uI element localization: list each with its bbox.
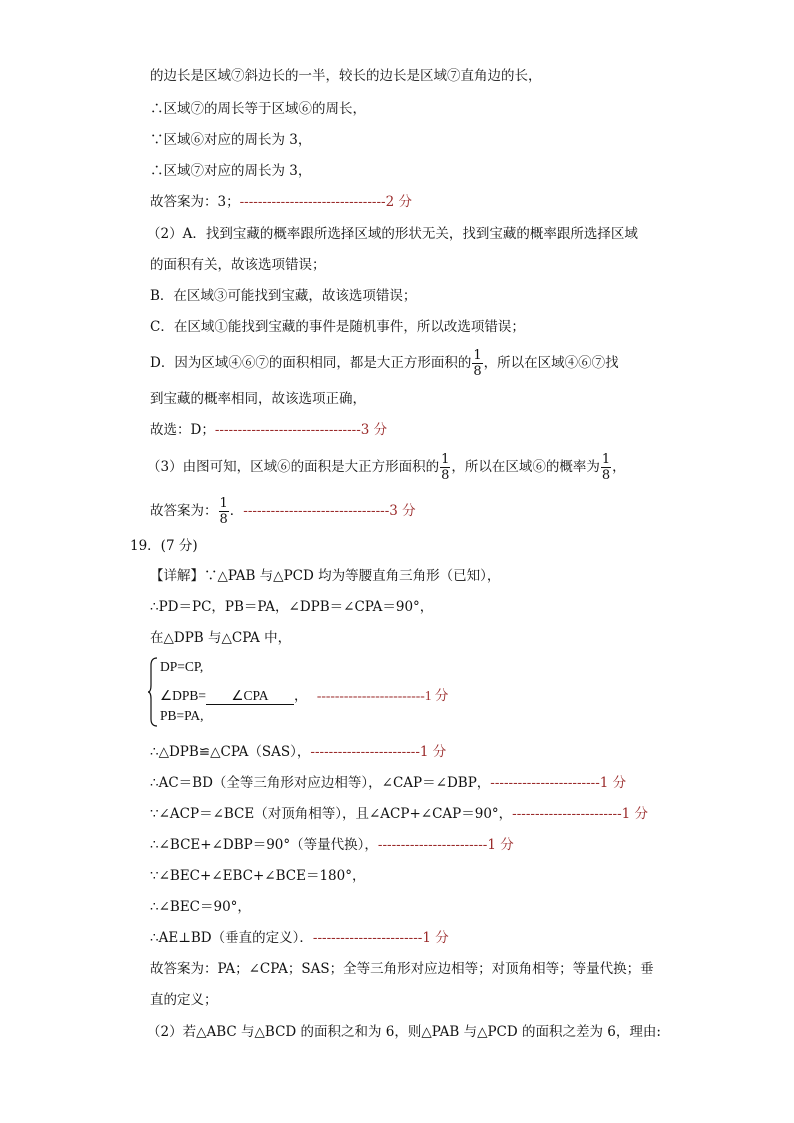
fraction-denominator: 8: [441, 468, 450, 483]
text-line: [150, 928, 449, 948]
equation-system: [147, 655, 547, 727]
punctuation: ．: [229, 503, 244, 519]
punctuation: ，: [612, 459, 626, 475]
text-line: B．在区域③可能找到宝藏，故该选项错误；: [150, 288, 417, 304]
fraction: [440, 452, 450, 483]
score-marker: ------------------------1 分: [377, 837, 514, 853]
fraction: [601, 452, 611, 483]
text-line: （2）A．找到宝藏的概率跟所选择区域的形状无关，找到宝藏的概率跟所选择区域: [147, 226, 638, 242]
proof-step: ∴AE⊥BD（垂直的定义）．: [150, 930, 313, 946]
answer-text: 故答案为：3；: [150, 194, 240, 210]
text-line: [150, 835, 514, 855]
fraction: [472, 348, 482, 379]
system-row: DP=CP,: [160, 659, 204, 674]
text-line: ∵区域⑥对应的周长为 3，: [150, 132, 312, 148]
text-line: （2）若△ABC 与△BCD 的面积之和为 6，则△PAB 与△PCD 的面积之差为 6，理由:: [147, 1024, 661, 1040]
proof-step: ∵∠ACP＝∠BCE（对顶角相等），且∠ACP+∠CAP＝90°，: [150, 806, 513, 822]
text-line: ∵∠BEC+∠EBC+∠BCE＝180°，: [150, 868, 366, 884]
option-d-text: D．因为区域④⑥⑦的面积相同，都是大正方形面积的: [150, 355, 472, 371]
proof-step: ∴AC＝BD（全等三角形对应边相等），∠CAP＝∠DBP，: [150, 775, 491, 791]
text-line: [147, 452, 626, 483]
text-line: [150, 420, 387, 440]
fraction-numerator: 1: [441, 452, 450, 467]
punctuation: ，: [293, 688, 308, 703]
score-marker: ------------------------1 分: [312, 930, 449, 946]
text-line: ∴区域⑦的周长等于区域⑥的周长，: [150, 101, 366, 117]
text-line: ∴PD＝PC，PB＝PA，∠DPB＝∠CPA＝90°，: [150, 599, 434, 615]
text-line: 【详解】∵△PAB 与△PCD 均为等腰直角三角形（已知），: [150, 568, 501, 584]
answer-text: 故答案为：: [150, 503, 218, 519]
fraction-numerator: 1: [473, 348, 482, 363]
text-line: 在△DPB 与△CPA 中，: [150, 630, 292, 646]
fraction-numerator: 1: [601, 452, 611, 467]
part3-text: （3）由图可知，区域⑥的面积是大正方形面积的: [147, 459, 440, 475]
text-line: 直的定义；: [150, 992, 218, 1008]
text-line: [150, 496, 416, 527]
answer-text: 故选：D；: [150, 422, 215, 438]
text-line: 故答案为：PA；∠CPA；SAS；全等三角形对应边相等；对顶角相等；等量代换；垂: [150, 961, 654, 977]
fraction-denominator: 8: [601, 468, 611, 483]
score-marker: --------------------------------2 分: [239, 194, 412, 210]
proof-step: ∴∠BCE+∠DBP＝90°（等量代换），: [150, 837, 378, 853]
fraction-numerator: 1: [219, 496, 228, 511]
system-row: [160, 684, 448, 705]
score-marker: ------------------------1 分: [512, 806, 649, 822]
system-row: PB=PA,: [160, 708, 204, 723]
score-marker: --------------------------------3 分: [243, 503, 416, 519]
text-line: 到宝藏的概率相同，故该选项正确，: [150, 391, 366, 407]
score-marker: ------------------------1 分: [310, 744, 447, 760]
score-marker: --------------------------------3 分: [214, 422, 388, 438]
system-row-text: ∠DPB=: [160, 688, 206, 703]
fraction-denominator: 8: [473, 364, 482, 379]
question-number: 19．(7 分): [130, 538, 198, 554]
proof-step: ∴△DPB≌△CPA（SAS），: [150, 744, 311, 760]
left-brace-icon: [147, 657, 159, 727]
score-marker: ------------------------1 分: [490, 775, 627, 791]
text-line: [150, 773, 626, 793]
part3-text-cont: ，所以在区域⑥的概率为: [451, 459, 600, 475]
text-line: [150, 742, 446, 762]
option-d-text-cont: ，所以在区域④⑥⑦找: [483, 355, 619, 371]
text-line: ∴区域⑦对应的周长为 3，: [150, 163, 312, 179]
text-line: [150, 804, 648, 824]
text-line: [150, 192, 412, 212]
fill-blank: ∠CPA: [206, 688, 294, 705]
text-line: ∴∠BEC＝90°，: [150, 899, 251, 915]
fraction-denominator: 8: [219, 512, 228, 527]
text-line: 的面积有关，故该选项错误；: [150, 257, 326, 273]
text-line: 的边长是区域⑦斜边长的一半，较长的边长是区域⑦直角边的长，: [150, 68, 542, 84]
score-marker: ------------------------1 分: [316, 688, 449, 703]
text-line: C．在区域①能找到宝藏的事件是随机事件，所以改选项错误；: [150, 319, 525, 335]
fraction: [219, 496, 229, 527]
text-line: [150, 348, 619, 379]
